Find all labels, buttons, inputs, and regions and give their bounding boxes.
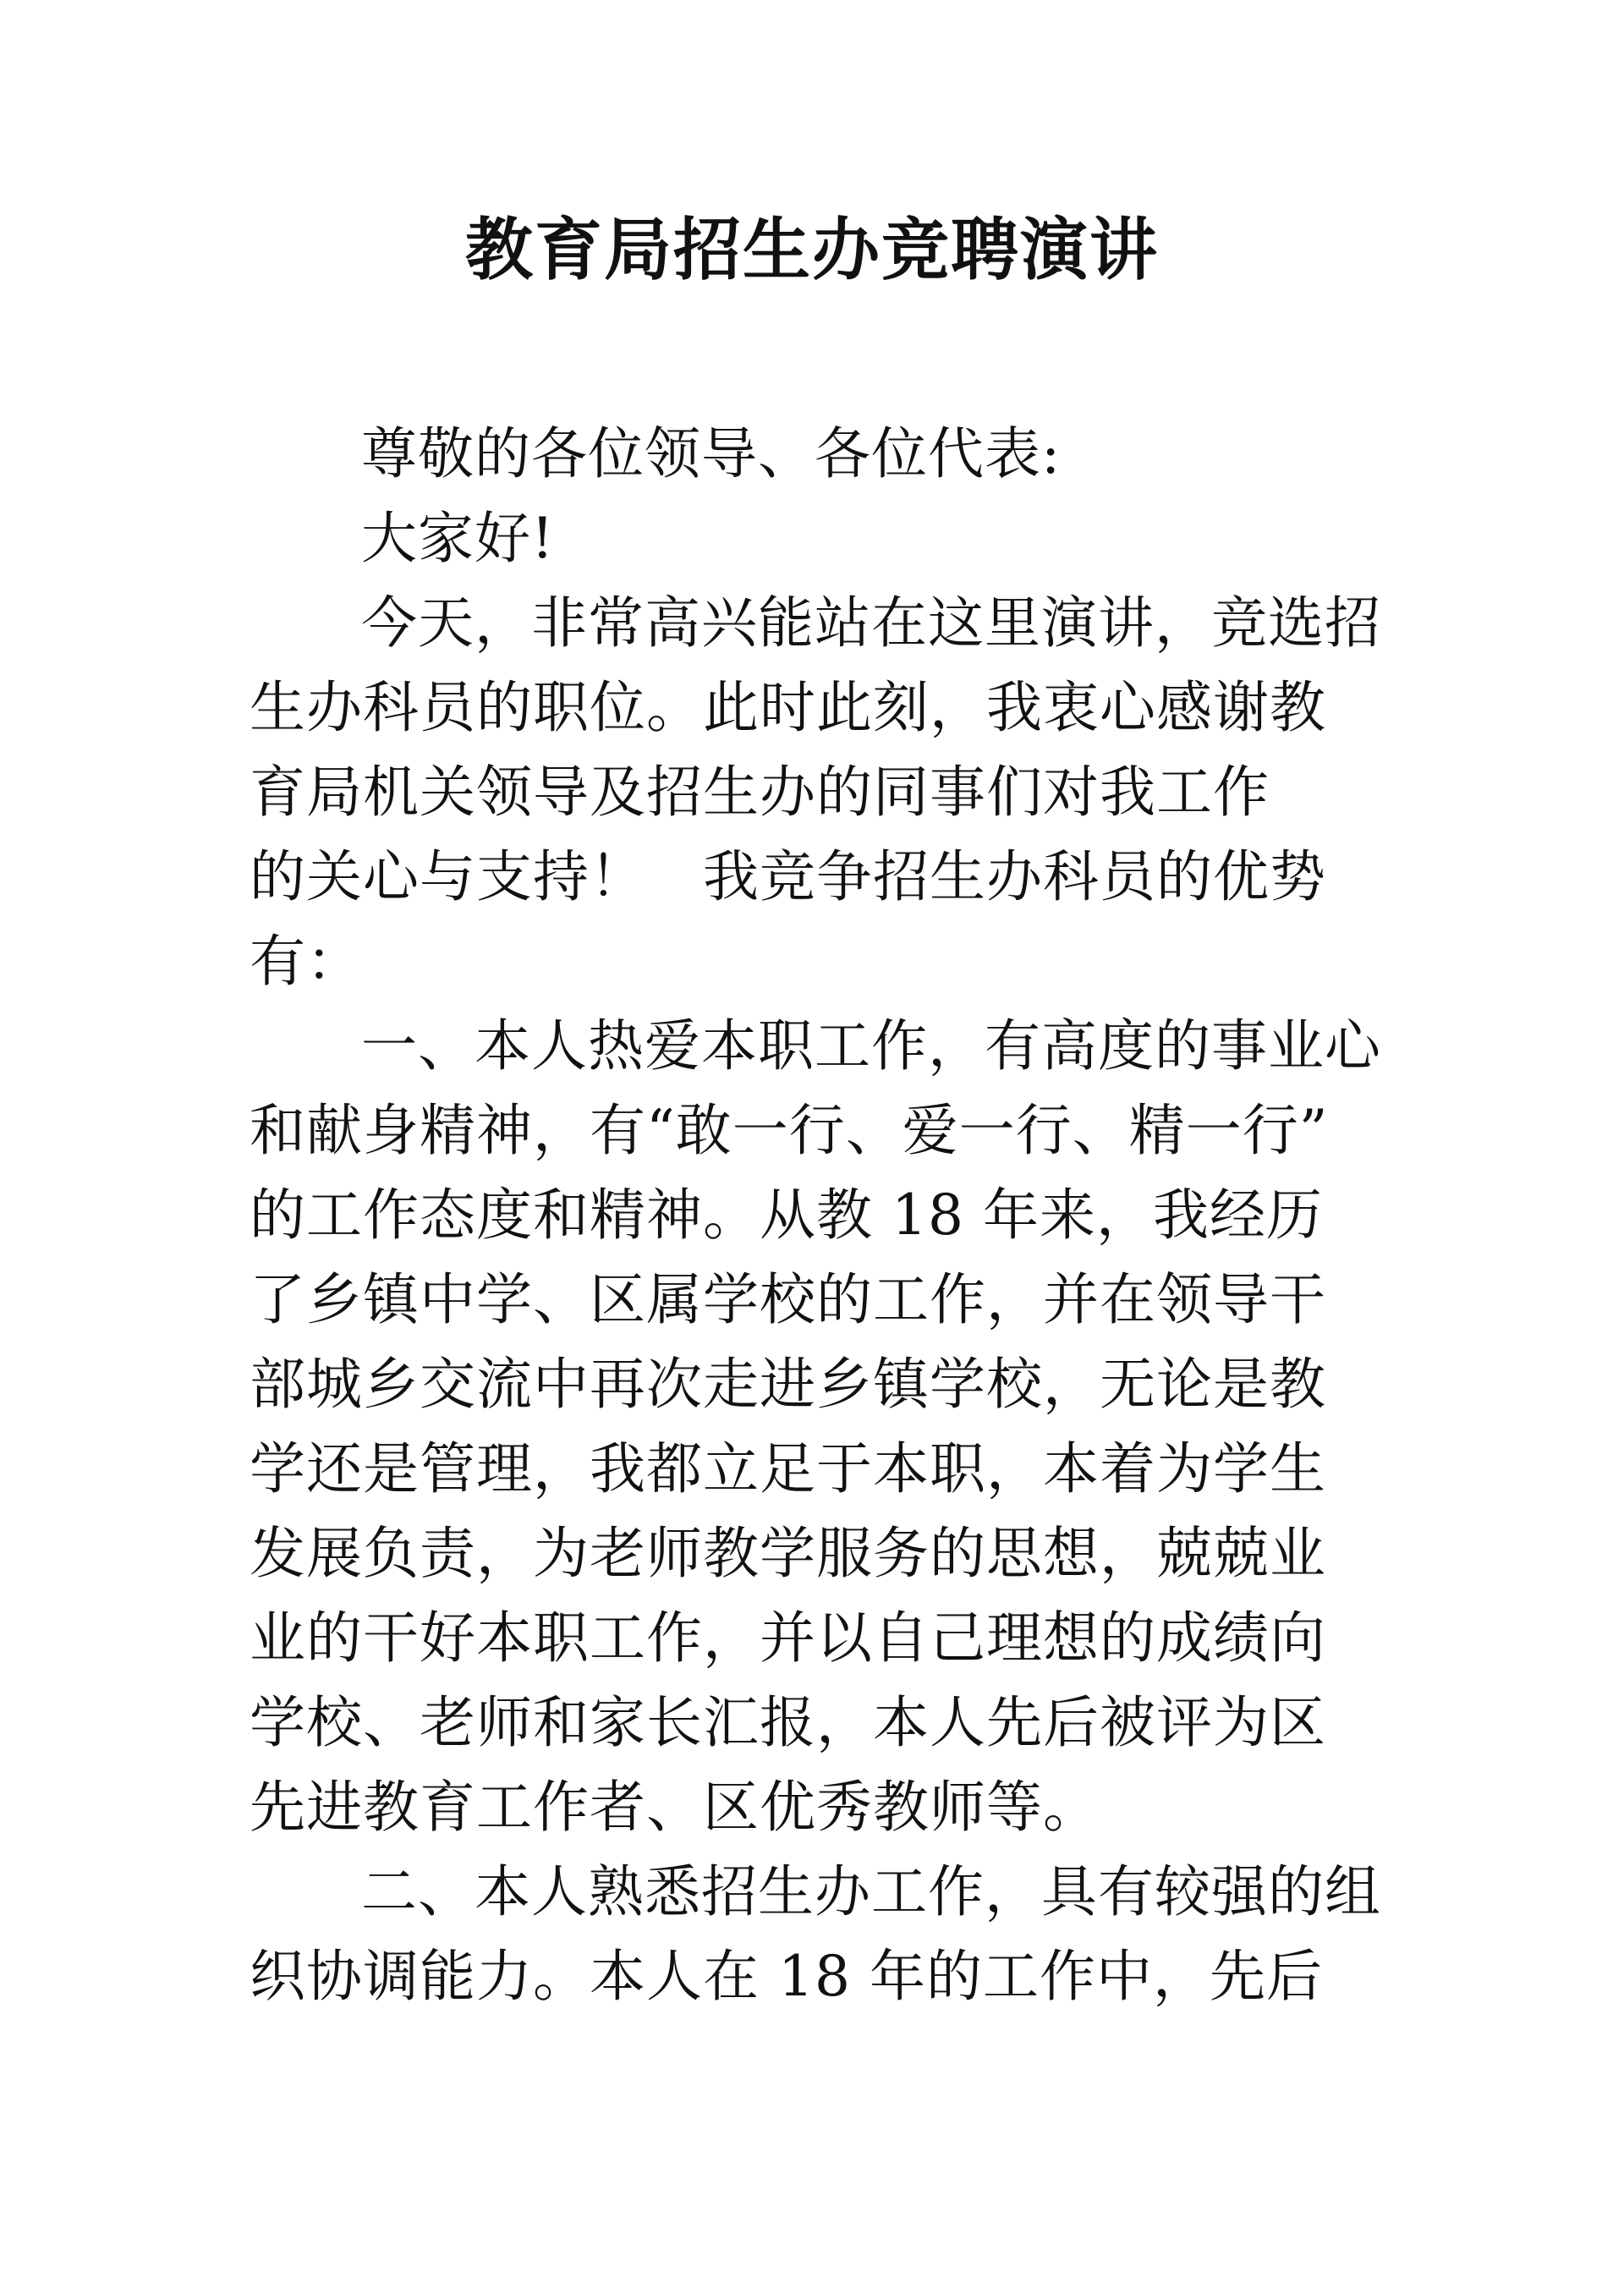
text-line: 先进教育工作者、区优秀教师等。	[250, 1775, 1100, 1840]
document-title: 教育局招生办竞聘演讲	[465, 210, 1159, 289]
document-body	[250, 412, 1408, 2019]
text-line: 发展负责，为老师教学服务的思想，兢兢业	[250, 1521, 1326, 1586]
text-line: 育局机关领导及招生办的同事们对我工作	[250, 760, 1270, 825]
text-line: 二、本人熟悉招生办工作，具有较强的组	[361, 1859, 1381, 1924]
text-line: 的关心与支持！ 我竞争招生办科员的优势	[250, 844, 1326, 909]
text-line: 的工作态度和精神。从教 18 年来，我经历	[250, 1183, 1323, 1248]
text-line: 生办科员的职位。此时此刻，我衷心感谢教	[250, 675, 1326, 740]
text-line: 了乡镇中学、区属学校的工作，并在领导干	[250, 1267, 1326, 1332]
text-line: 部城乡交流中再次走进乡镇学校，无论是教	[250, 1352, 1326, 1417]
text-line: 业的干好本职工作，并以自己理想的成绩向	[250, 1605, 1326, 1671]
salutation-line: 尊敬的各位领导、各位代表:	[361, 421, 1062, 486]
text-line: 一、本人热爱本职工作，有高度的事业心	[361, 1013, 1381, 1078]
text-line: 学还是管理，我都立足于本职，本着为学生	[250, 1436, 1326, 1501]
text-line: 今天，非常高兴能站在这里演讲，竞选招	[361, 590, 1381, 656]
greeting-line: 大家好!	[361, 506, 555, 571]
text-line: 织协调能力。本人在 18 年的工作中，先后	[250, 1944, 1323, 2009]
text-line: 和献身精神，有“敢一行、爱一行、精一行”	[250, 1098, 1329, 1163]
text-line: 有：	[250, 929, 363, 994]
text-line: 学校、老师和家长汇报，本人先后被评为区	[250, 1690, 1326, 1755]
